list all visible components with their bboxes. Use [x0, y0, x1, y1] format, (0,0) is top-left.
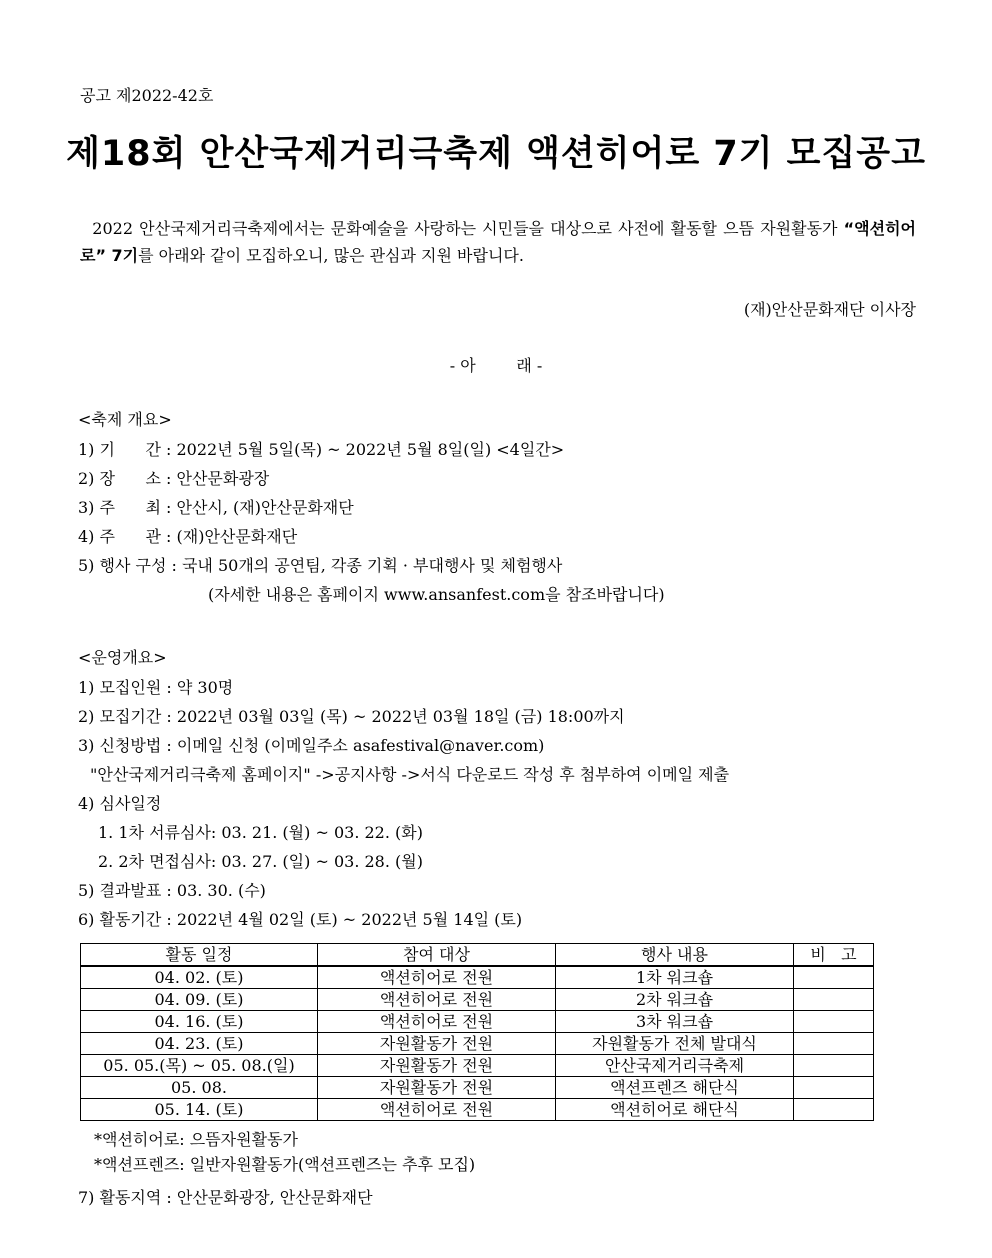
festival-item-composition: 5) 행사 구성 : 국내 50개의 공연팀, 각종 기획 · 부대행사 및 체험행사 — [78, 556, 563, 575]
cell-participants: 액션히어로 전원 — [318, 989, 556, 1011]
col-header-participants: 참여 대상 — [318, 944, 556, 967]
cell-remarks — [794, 966, 874, 989]
operation-item-review: 4) 심사일정 — [78, 794, 162, 813]
cell-event: 1차 워크숍 — [556, 966, 794, 989]
cell-date: 05. 14. (토) — [81, 1099, 318, 1121]
table-row — [81, 1099, 874, 1121]
cell-participants: 자원활동가 전원 — [318, 1033, 556, 1055]
table-header-row — [81, 944, 874, 967]
page-title: 제18회 안산국제거리극축제 액션히어로 7기 모집공고 — [66, 134, 926, 174]
cell-date: 04. 23. (토) — [81, 1033, 318, 1055]
cell-remarks — [794, 1011, 874, 1033]
festival-heading: <축제 개요> — [78, 410, 172, 429]
cell-event: 액션프렌즈 해단식 — [556, 1077, 794, 1099]
signature: (재)안산문화재단 이사장 — [743, 300, 916, 319]
notice-number: 공고 제2022-42호 — [80, 86, 214, 105]
cell-date: 05. 08. — [81, 1077, 318, 1099]
ahrae-heading: - 아 래 - — [449, 356, 543, 375]
operation-item-review-2: 2. 2차 면접심사: 03. 27. (일) ~ 03. 28. (월) — [98, 852, 423, 871]
cell-remarks — [794, 989, 874, 1011]
intro-paragraph — [80, 215, 916, 269]
festival-item-homepage-note: (자세한 내용은 홈페이지 www.ansanfest.com을 참조바랍니다) — [208, 585, 665, 604]
cell-participants: 자원활동가 전원 — [318, 1055, 556, 1077]
cell-participants: 액션히어로 전원 — [318, 1011, 556, 1033]
cell-remarks — [794, 1033, 874, 1055]
festival-item-place: 2) 장 소 : 안산문화광장 — [78, 469, 270, 488]
intro-text-before: 2022 안산국제거리극축제에서는 문화예술을 사랑하는 시민들을 대상으로 사전에 활동할 으뜸 자원활동가 — [92, 219, 844, 238]
col-header-schedule: 활동 일정 — [81, 944, 318, 967]
note-action-friends: *액션프렌즈: 일반자원활동가(액션프렌즈는 추후 모집) — [94, 1155, 476, 1174]
note-action-hero: *액션히어로: 으뜸자원활동가 — [94, 1130, 298, 1149]
cell-remarks — [794, 1077, 874, 1099]
festival-item-host: 3) 주 최 : 안산시, (재)안산문화재단 — [78, 498, 354, 517]
operation-item-activity-period: 6) 활동기간 : 2022년 4월 02일 (토) ~ 2022년 5월 14일 (토) — [78, 910, 523, 929]
operation-heading: <운영개요> — [78, 648, 167, 667]
operation-item-result: 5) 결과발표 : 03. 30. (수) — [78, 881, 266, 900]
cell-participants: 자원활동가 전원 — [318, 1077, 556, 1099]
cell-event: 3차 워크숍 — [556, 1011, 794, 1033]
operation-item-region: 7) 활동지역 : 안산문화광장, 안산문화재단 — [78, 1188, 373, 1207]
cell-participants: 액션히어로 전원 — [318, 966, 556, 989]
operation-item-apply-method: 3) 신청방법 : 이메일 신청 (이메일주소 asafestival@naver.com) — [78, 736, 545, 755]
festival-item-period: 1) 기 간 : 2022년 5월 5일(목) ~ 2022년 5월 8일(일) <4일간> — [78, 440, 565, 459]
cell-date: 04. 02. (토) — [81, 966, 318, 989]
operation-item-recruits: 1) 모집인원 : 약 30명 — [78, 678, 234, 697]
cell-event: 2차 워크숍 — [556, 989, 794, 1011]
table-row — [81, 989, 874, 1011]
table-row — [81, 966, 874, 989]
operation-item-review-1: 1. 1차 서류심사: 03. 21. (월) ~ 03. 22. (화) — [98, 823, 423, 842]
cell-event: 자원활동가 전체 발대식 — [556, 1033, 794, 1055]
cell-date: 04. 09. (토) — [81, 989, 318, 1011]
festival-item-organizer: 4) 주 관 : (재)안산문화재단 — [78, 527, 298, 546]
col-header-remarks: 비 고 — [794, 944, 874, 967]
schedule-table — [80, 943, 874, 1121]
cell-event: 액션히어로 해단식 — [556, 1099, 794, 1121]
cell-participants: 액션히어로 전원 — [318, 1099, 556, 1121]
table-row — [81, 1011, 874, 1033]
operation-item-apply-detail: "안산국제거리극축제 홈페이지" ->공지사항 ->서식 다운로드 작성 후 첨부하여 이메일 제출 — [90, 765, 730, 784]
cell-date: 05. 05.(목) ~ 05. 08.(일) — [81, 1055, 318, 1077]
table-row — [81, 1077, 874, 1099]
cell-event: 안산국제거리극축제 — [556, 1055, 794, 1077]
intro-text-bold: “액션히어로” 7기 — [80, 219, 916, 265]
table-row — [81, 1033, 874, 1055]
intro-text-after: 를 아래와 같이 모집하오니, 많은 관심과 지원 바랍니다. — [138, 246, 524, 265]
cell-remarks — [794, 1099, 874, 1121]
cell-remarks — [794, 1055, 874, 1077]
table-row — [81, 1055, 874, 1077]
col-header-event: 행사 내용 — [556, 944, 794, 967]
operation-item-recruit-period: 2) 모집기간 : 2022년 03월 03일 (목) ~ 2022년 03월 18일 (금) 18:00까지 — [78, 707, 625, 726]
cell-date: 04. 16. (토) — [81, 1011, 318, 1033]
